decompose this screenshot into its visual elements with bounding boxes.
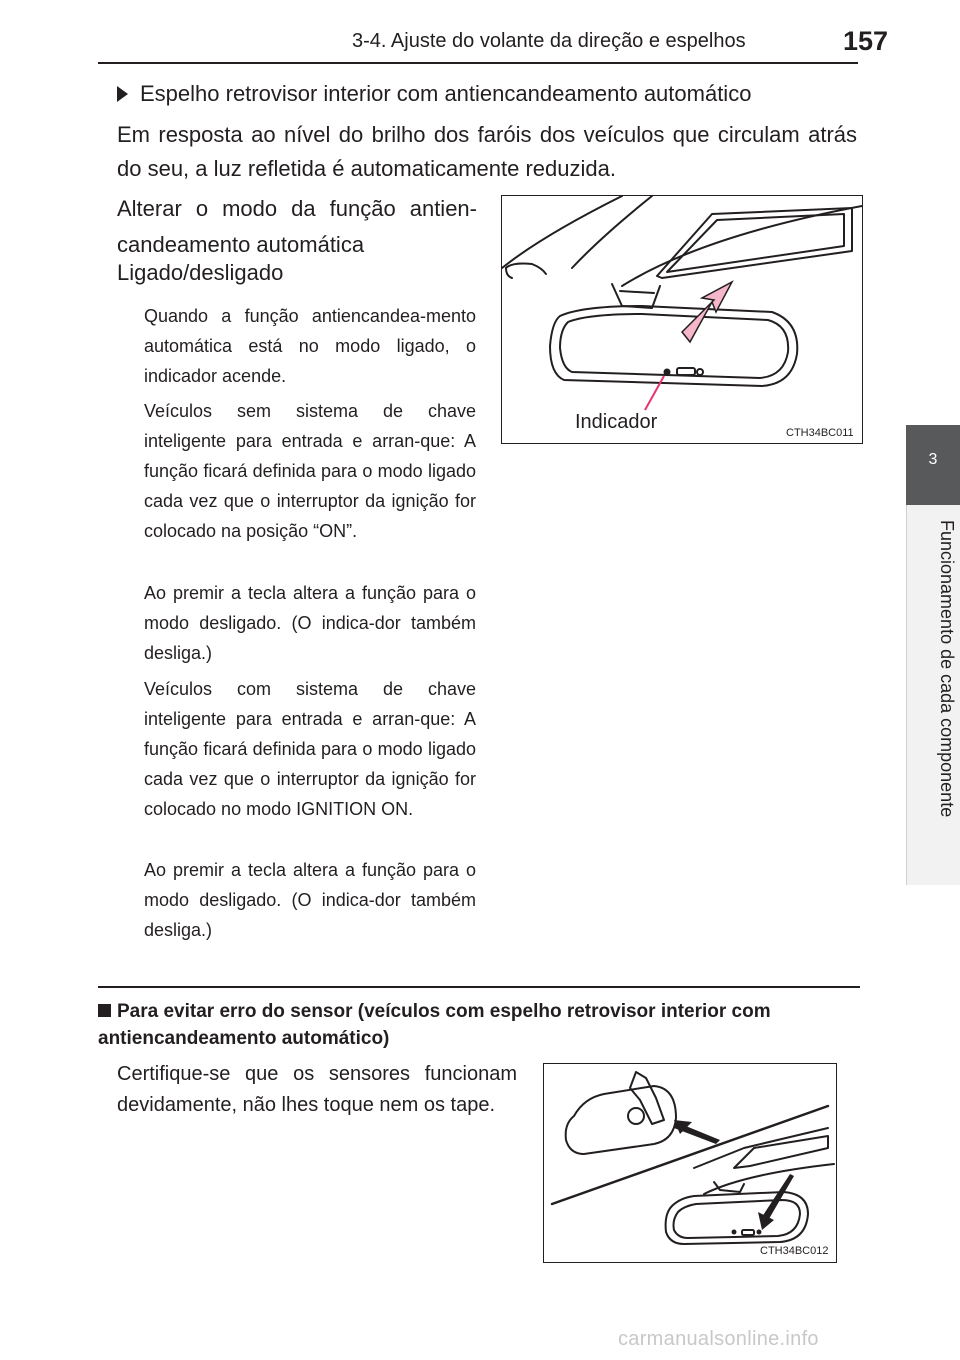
body-paragraph: Veículos sem sistema de chave inteligente para entrada e arran-que: A função ficará definida para o modo ligado cada vez que o interruptor da ignição for colocado na posição “ON”. (144, 401, 476, 541)
page-number: 157 (843, 26, 889, 56)
chapter-number: 3 (928, 451, 938, 468)
on-off-label: Ligado/desligado (117, 260, 284, 285)
sensor-illustration (544, 1064, 836, 1262)
note-heading (98, 998, 862, 1052)
note-body: Certifique-se que os sensores funcionam devidamente, não lhes toque nem os tape. (117, 1063, 517, 1116)
chapter-number-tab (906, 425, 960, 505)
indicator-callout: Indicador (575, 411, 658, 433)
section-rule (98, 986, 860, 988)
running-header-title: 3-4. Ajuste do volante da direção e espelhos (352, 30, 746, 52)
section-heading (117, 81, 751, 107)
sensor-location-figure (543, 1063, 837, 1263)
body-paragraph: Quando a função antiencandea-mento automática está no modo ligado, o indicador acende. (144, 306, 476, 386)
figure-code: CTH34BC011 (786, 427, 854, 439)
figure-code: CTH34BC012 (760, 1245, 829, 1257)
section-heading-text: Espelho retrovisor interior com antiencandeamento automático (140, 81, 752, 106)
watermark: carmanualsonline.info (618, 1328, 819, 1350)
body-paragraph: Ao premir a tecla altera a função para o modo desligado. (O indica-dor também desliga.) (144, 583, 476, 663)
square-bullet-icon (98, 1004, 111, 1017)
mirror-illustration (502, 196, 862, 443)
header-rule (98, 62, 858, 64)
mirror-indicator-figure (501, 195, 863, 444)
change-mode-text: Alterar o modo da função antien-candeamento automática (117, 196, 477, 257)
body-paragraph: Ao premir a tecla altera a função para o modo desligado. (O indica-dor também desliga.) (144, 860, 476, 940)
body-paragraph: Veículos com sistema de chave inteligente para entrada e arran-que: A função ficará definida para o modo ligado cada vez que o interruptor da ignição for colocado no modo IGNITION ON. (144, 679, 476, 819)
triangle-bullet-icon (117, 86, 128, 102)
note-heading-text: Para evitar erro do sensor (veículos com espelho retrovisor interior com antiencandeamento automático) (98, 1001, 771, 1049)
chapter-label: Funcionamento de cada componente (937, 520, 957, 818)
intro-paragraph: Em resposta ao nível do brilho dos faróis dos veículos que circulam atrás do seu, a luz refletida é automaticamente reduzida. (117, 122, 857, 181)
